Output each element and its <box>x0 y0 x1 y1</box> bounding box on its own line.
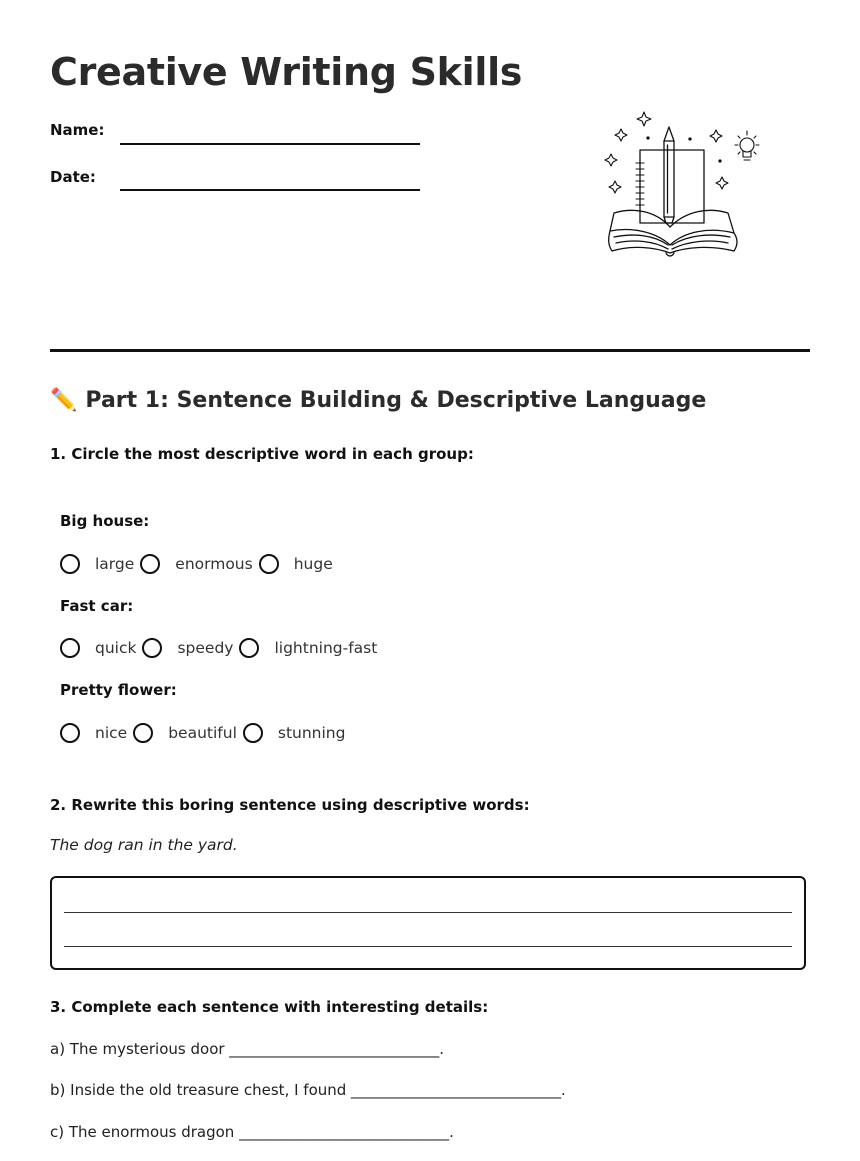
question-3-title: 3. Complete each sentence with interesting details: <box>50 998 489 1016</box>
complete-sentence-c[interactable]: c) The enormous dragon ____________________________. <box>50 1123 454 1141</box>
question-1-title: 1. Circle the most descriptive word in each group: <box>50 445 474 463</box>
option-text: lightning-fast <box>274 639 378 657</box>
option-circle[interactable] <box>140 554 160 574</box>
option-circle[interactable] <box>142 638 162 658</box>
option-text: nice <box>95 724 128 742</box>
complete-sentence-b[interactable]: b) Inside the old treasure chest, I found ____________________________. <box>50 1081 566 1099</box>
option-text: beautiful <box>168 724 237 742</box>
options-fast-car <box>60 635 383 661</box>
option-text: huge <box>293 555 333 573</box>
option-circle[interactable] <box>243 723 263 743</box>
options-pretty-flower <box>60 720 351 746</box>
rewrite-answer-box[interactable] <box>50 876 806 970</box>
part1-heading <box>50 388 706 413</box>
option-text: enormous <box>175 555 253 573</box>
option-circle[interactable] <box>60 638 80 658</box>
group-label-fast-car: Fast car: <box>60 597 134 615</box>
section-divider <box>50 349 810 352</box>
answer-line <box>64 946 792 947</box>
option-circle[interactable] <box>60 723 80 743</box>
boring-sentence: The dog ran in the yard. <box>50 836 238 854</box>
worksheet-title: Creative Writing Skills <box>50 50 523 94</box>
option-text: speedy <box>177 639 234 657</box>
complete-sentence-a[interactable]: a) The mysterious door ____________________________. <box>50 1040 445 1058</box>
name-label: Name: <box>50 121 105 139</box>
part1-heading-text: Part 1: Sentence Building & Descriptive Language <box>85 388 707 413</box>
option-circle[interactable] <box>259 554 279 574</box>
question-2-title: 2. Rewrite this boring sentence using descriptive words: <box>50 796 530 814</box>
options-big-house <box>60 551 339 577</box>
group-label-big-house: Big house: <box>60 512 150 530</box>
option-circle[interactable] <box>133 723 153 743</box>
pencil-icon: ✏️ <box>50 388 78 413</box>
answer-line <box>64 912 792 913</box>
option-text: stunning <box>277 724 346 742</box>
book-pencil-illustration-icon <box>600 105 770 260</box>
option-text: large <box>95 555 135 573</box>
name-field[interactable] <box>120 143 420 145</box>
option-circle[interactable] <box>239 638 259 658</box>
option-text: quick <box>95 639 137 657</box>
group-label-pretty-flower: Pretty flower: <box>60 681 177 699</box>
option-circle[interactable] <box>60 554 80 574</box>
date-label: Date: <box>50 168 96 186</box>
date-field[interactable] <box>120 189 420 191</box>
